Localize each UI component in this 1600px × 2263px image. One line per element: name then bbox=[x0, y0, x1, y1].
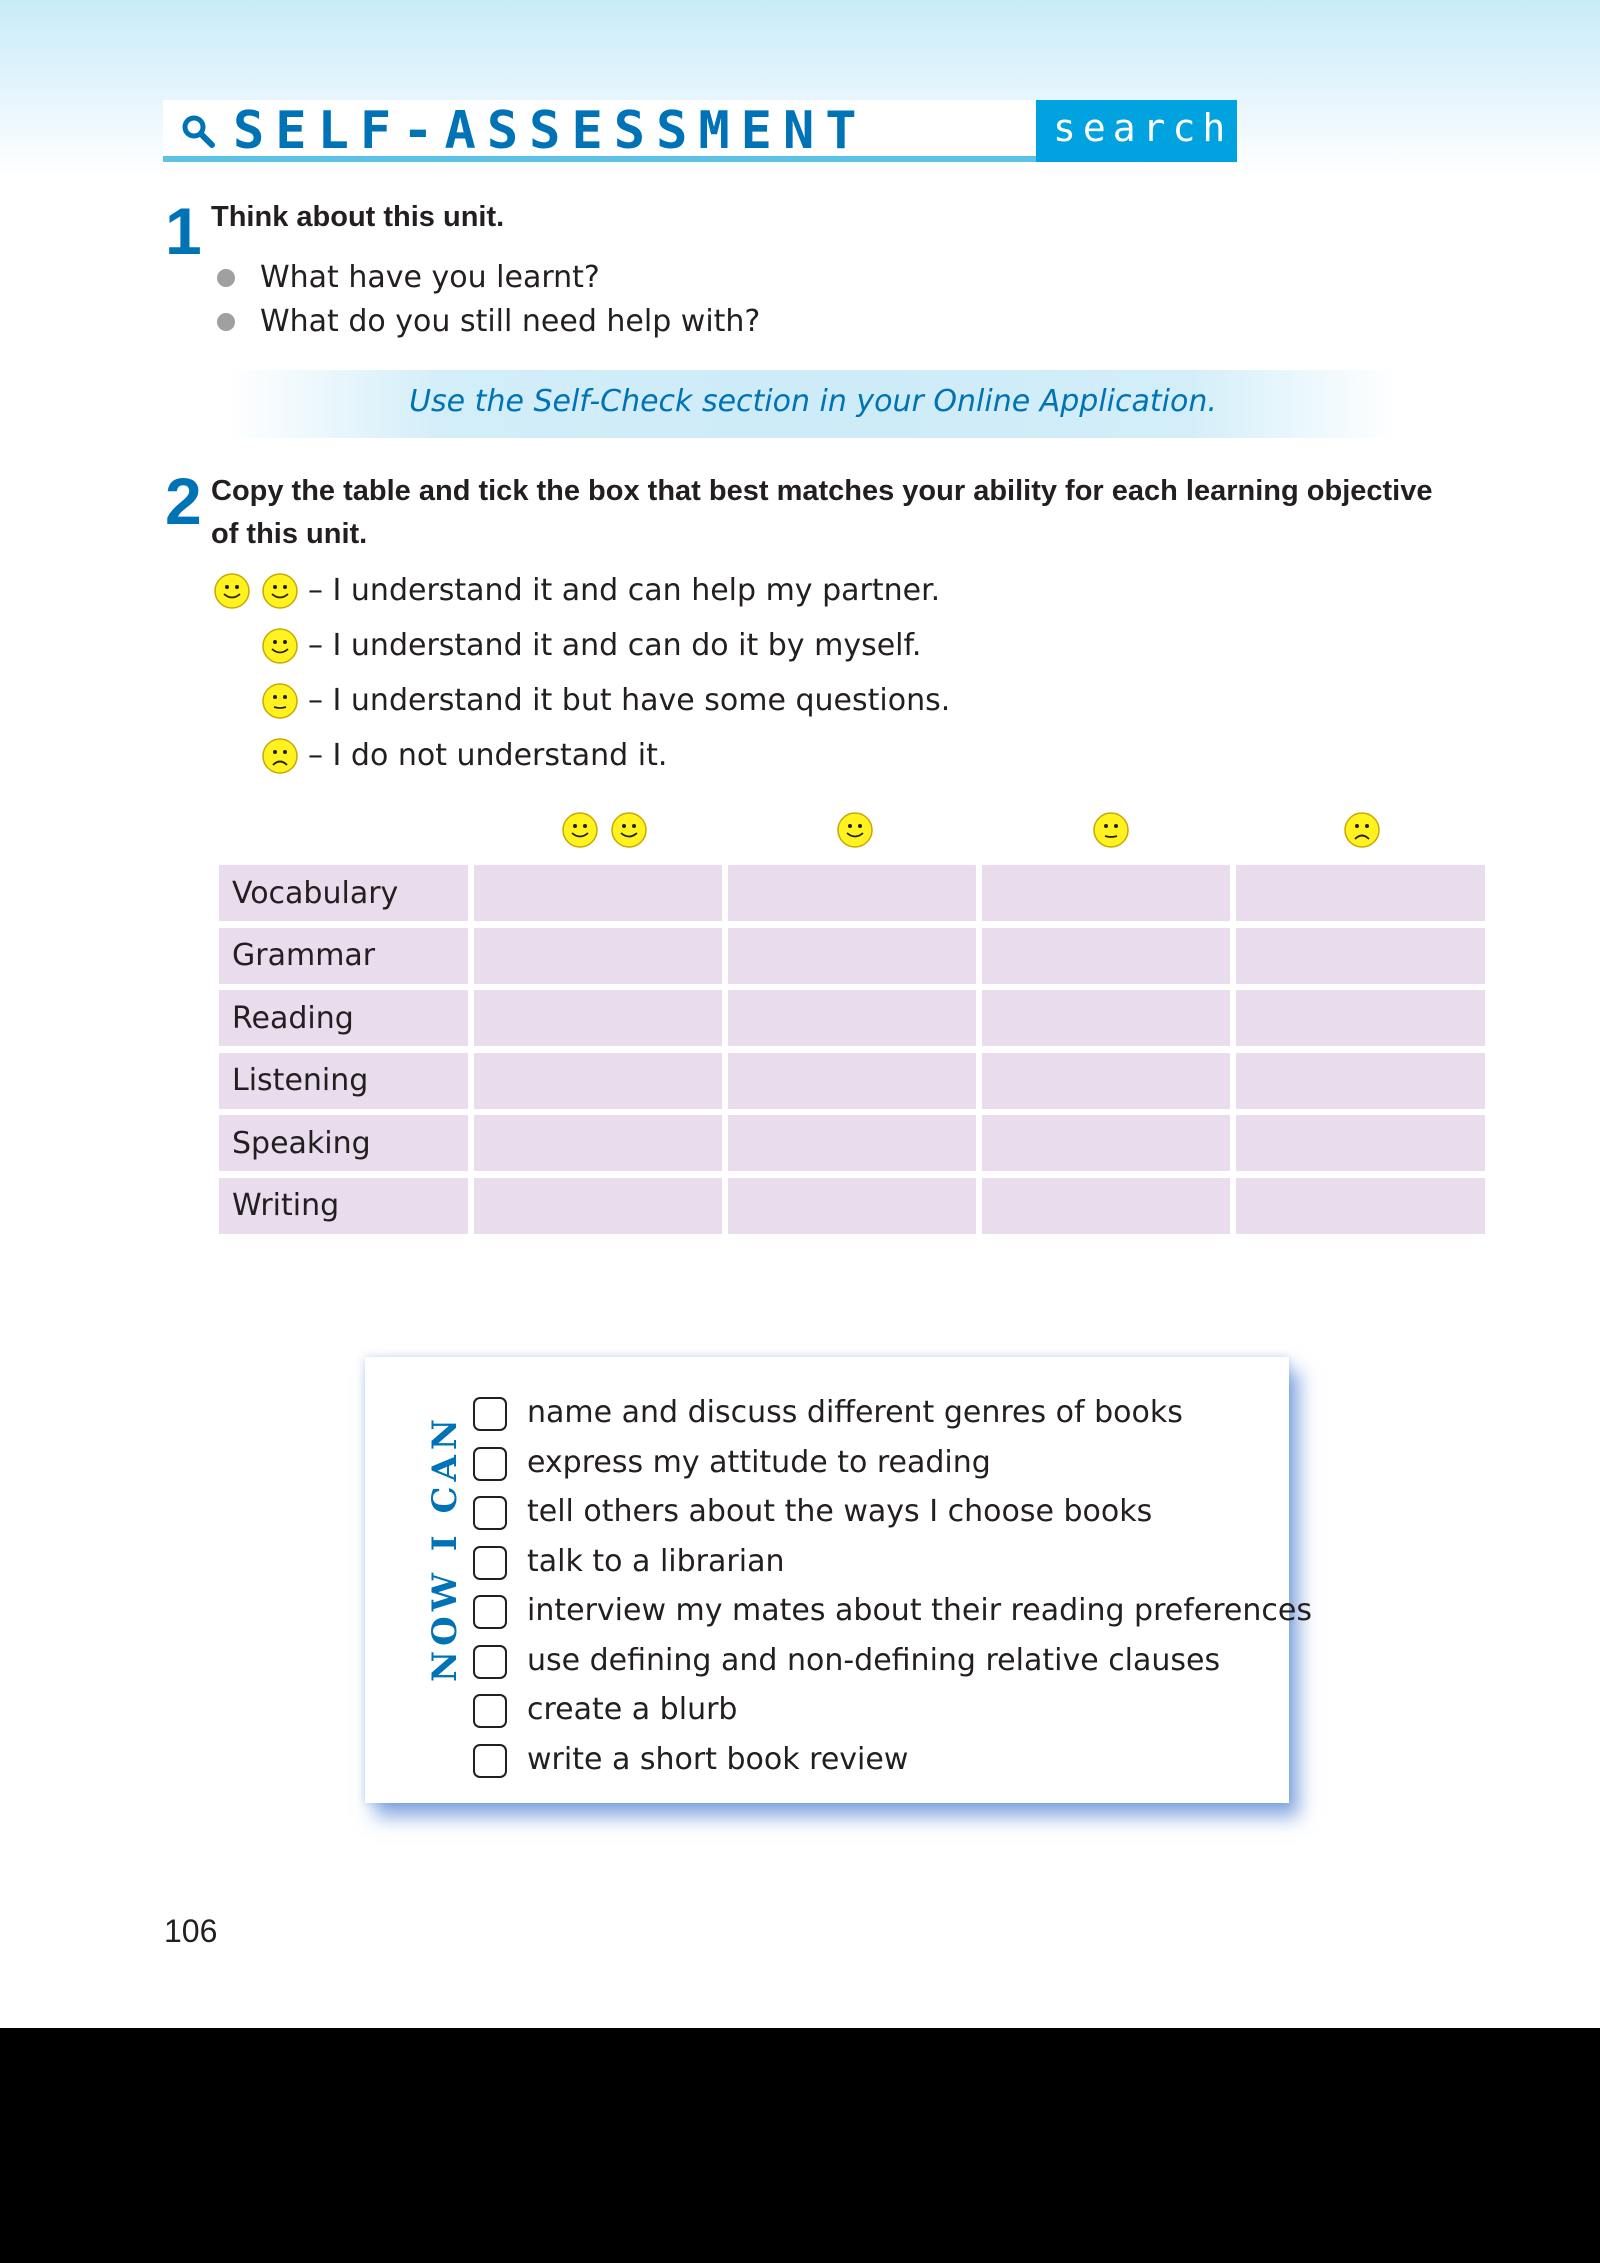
row-label-vocabulary: Vocabulary bbox=[232, 876, 399, 911]
sad-face-icon bbox=[1343, 811, 1381, 849]
tick-cell[interactable] bbox=[728, 928, 976, 984]
tick-cell[interactable] bbox=[728, 990, 976, 1046]
row-label-reading: Reading bbox=[232, 1001, 354, 1036]
magnifier-icon bbox=[181, 114, 215, 148]
checklist-item-text: interview my mates about their reading preferences bbox=[527, 1593, 1312, 1628]
table-row-label-cell bbox=[219, 928, 468, 984]
section-header bbox=[163, 100, 1233, 162]
section-2-heading-line1: Copy the table and tick the box that best matches your ability for each learning objective bbox=[211, 475, 1433, 507]
legend-text-4: – I do not understand it. bbox=[308, 738, 668, 773]
neutral-face-icon bbox=[1092, 811, 1130, 849]
checklist-item-text: create a blurb bbox=[527, 1692, 738, 1727]
checklist-item-text: name and discuss different genres of books bbox=[527, 1395, 1183, 1430]
table-row-label-cell bbox=[219, 865, 468, 921]
tick-cell[interactable] bbox=[1236, 1178, 1485, 1234]
happy-face-icon bbox=[561, 811, 599, 849]
tick-cell[interactable] bbox=[982, 1178, 1230, 1234]
black-margin bbox=[0, 2028, 1600, 2263]
happy-face-icon bbox=[213, 572, 251, 610]
now-i-can-title: NOW I CAN bbox=[425, 1414, 465, 1682]
tick-cell[interactable] bbox=[982, 865, 1230, 921]
checkbox[interactable] bbox=[473, 1546, 507, 1580]
tick-cell[interactable] bbox=[728, 1115, 976, 1171]
tick-cell[interactable] bbox=[728, 865, 976, 921]
section-2-heading-line2: of this unit. bbox=[211, 518, 368, 550]
neutral-face-icon bbox=[261, 682, 299, 720]
checkbox[interactable] bbox=[473, 1645, 507, 1679]
tick-cell[interactable] bbox=[728, 1178, 976, 1234]
tick-cell[interactable] bbox=[1236, 865, 1485, 921]
checklist-item-text: write a short book review bbox=[527, 1742, 909, 1777]
checklist-item-text: tell others about the ways I choose books bbox=[527, 1494, 1153, 1529]
tick-cell[interactable] bbox=[474, 928, 722, 984]
tick-cell[interactable] bbox=[728, 1053, 976, 1109]
tick-cell[interactable] bbox=[474, 865, 722, 921]
section-1-number: 1 bbox=[165, 194, 202, 268]
row-label-grammar: Grammar bbox=[232, 938, 376, 973]
checkbox[interactable] bbox=[473, 1496, 507, 1530]
table-row-label-cell bbox=[219, 1053, 468, 1109]
legend-text-3: – I understand it but have some questions. bbox=[308, 683, 951, 718]
tick-cell[interactable] bbox=[982, 1053, 1230, 1109]
table-row-label-cell bbox=[219, 990, 468, 1046]
legend-text-1: – I understand it and can help my partner. bbox=[308, 573, 941, 608]
tick-cell[interactable] bbox=[474, 990, 722, 1046]
table-row-label-cell bbox=[219, 1115, 468, 1171]
checkbox[interactable] bbox=[473, 1447, 507, 1481]
tick-cell[interactable] bbox=[982, 1115, 1230, 1171]
tick-cell[interactable] bbox=[474, 1178, 722, 1234]
checklist-item-text: use defining and non-defining relative clauses bbox=[527, 1643, 1221, 1678]
row-label-speaking: Speaking bbox=[232, 1126, 371, 1161]
now-i-can-box bbox=[365, 1357, 1312, 1803]
row-label-writing: Writing bbox=[232, 1188, 340, 1223]
legend-text-2: – I understand it and can do it by myself. bbox=[308, 628, 922, 663]
happy-face-icon bbox=[261, 627, 299, 665]
sad-face-icon bbox=[261, 737, 299, 775]
tick-cell[interactable] bbox=[982, 928, 1230, 984]
table-row-label-cell bbox=[219, 1178, 468, 1234]
bullet-text-2: What do you still need help with? bbox=[260, 304, 761, 339]
tick-cell[interactable] bbox=[1236, 1115, 1485, 1171]
banner-text: Use the Self-Check section in your Online Application. bbox=[409, 384, 1217, 419]
checklist-item-text: talk to a librarian bbox=[527, 1544, 785, 1579]
section-1-heading: Think about this unit. bbox=[211, 201, 505, 233]
row-label-listening: Listening bbox=[232, 1063, 369, 1098]
happy-face-icon bbox=[610, 811, 648, 849]
checkbox[interactable] bbox=[473, 1694, 507, 1728]
checklist-item-text: express my attitude to reading bbox=[527, 1445, 991, 1480]
tick-cell[interactable] bbox=[1236, 1053, 1485, 1109]
bullet-text-1: What have you learnt? bbox=[260, 260, 600, 295]
tick-cell[interactable] bbox=[474, 1115, 722, 1171]
checkbox[interactable] bbox=[473, 1397, 507, 1431]
search-tag-label: search bbox=[1053, 106, 1233, 150]
tick-cell[interactable] bbox=[982, 990, 1230, 1046]
tick-cell[interactable] bbox=[1236, 928, 1485, 984]
checkbox[interactable] bbox=[473, 1744, 507, 1778]
happy-face-icon bbox=[261, 572, 299, 610]
happy-face-icon bbox=[836, 811, 874, 849]
online-app-banner bbox=[228, 370, 1398, 438]
tick-cell[interactable] bbox=[1236, 990, 1485, 1046]
page-title: SELF-ASSESSMENT bbox=[233, 101, 868, 161]
search-tag bbox=[1036, 100, 1237, 162]
tick-cell[interactable] bbox=[474, 1053, 722, 1109]
bullet-dot bbox=[217, 269, 235, 287]
page-number: 106 bbox=[164, 1913, 218, 1949]
section-2-number: 2 bbox=[165, 464, 202, 538]
checkbox[interactable] bbox=[473, 1595, 507, 1629]
bullet-dot bbox=[217, 313, 235, 331]
